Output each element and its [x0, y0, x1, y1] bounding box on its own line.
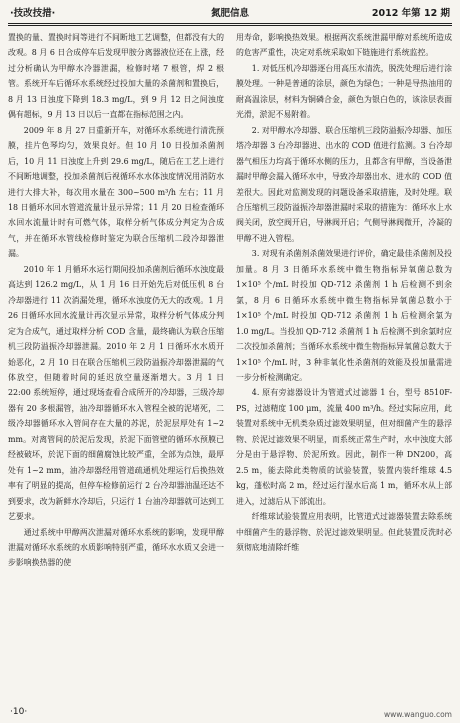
paragraph: 3. 对现有杀菌剂杀菌效果进行评价，确定最佳杀菌剂及投加量。8 月 3 日循环水系统中微生物指标异氧菌总数为 1×10⁵ 个/mL 时投加 QD-712 杀菌剂 1 h 后检测不到余氯，8 月 6 日循环水系统中微生物指标异氧菌总数小于 1×10⁵ 个/mL 时投加 QD-712 杀菌剂 1 h 后检测余氯为 1.0 mg/L。当投加 QD-712 杀菌剂 1 h 后检测不到余氯时应二次投加杀菌剂；当循环水系统中微生物指标异氧菌总数大于 1×10⁵ 个/mL 时，3 种非氧化性杀菌剂的效能及投加量需进一步分析检测确定。 — [236, 249, 452, 382]
right-column — [236, 30, 452, 690]
header-rule-thick — [8, 23, 452, 24]
paragraph: 用寿命，影响换热效果。根据两次系统泄漏甲醇对系统所造成的危害严重性，决定对系统采取如下链施进行系统监控。 — [236, 33, 452, 58]
header-rule-thin — [8, 25, 452, 26]
issue-label: 2012 年第 12 期 — [371, 8, 450, 19]
paragraph: 4. 原有旁滤器设计为管道式过滤器 1 台，型号 8510F-PS，过滤精度 100 μm，流量 400 m³/h。经过实际应用，此装置对系统中无机类杂质过滤效果明显，但对细菌产生的悬浮物、於泥过滤效果不明显，而系统正常生产时，水中浊度大部分是由于悬浮物、於泥所致。因此，制作一种 DN200，高 2.5 m，能去除此类物质的试验装置，装置内装纤维球 4.5 kg，蓬松时高 2 m，经过运行湿水后高 1 m，循环水从上部进入，过滤后从下部流出。 — [236, 388, 452, 506]
paragraph: 2009 年 8 月 27 日重新开车，对循环水系统进行清洗预膜，挂片色琴均匀，效果良好。但 10 月 10 日投加杀菌剂后，10 月 11 日浊度上升到 29.6 mg/L，随后在工艺上进行不间断地调整，投加杀菌剂后视循环水水体浊度情况用消防水进行大排大补，每次用水量在 300~500 m³/h 左右；11 月 18 日循环水回水管道流量计显示异常；11 月 20 日检查循环水回水流量计时有可燃气体，取样分析气体成分判定为合成气，并在循环水管线检修时鉴定为联合压缩机二段冷却器泄漏。 — [8, 125, 224, 259]
paragraph: 1. 对低压机冷却器逐台用高压水清洗，脱洗处理后进行涂膜处理。一种是普通的涂层，颜色为绿色；一种是导热油用的耐高温涂层，材料为铜磷合金，颜色为银白色的，该涂层表面光滑，淤泥不易附着。 — [236, 63, 452, 120]
running-header — [8, 6, 452, 22]
paragraph: 置换的量、置换时间等进行不间断地工艺调整，但都没有大的改观。8 月 6 日合成停车后发现甲胺分离器液位还在上涨，经过分析确认为甲醇水冷器泄漏，检修时堵 7 根管，焊 2 根管。系统开车后循环水系统经过投加大量的杀菌剂和置换后，8 月 13 日浊度下降到 18.3 mg/L，到 9 月 12 日之间浊度偶有超标，9 月 13 日以后一直都在指标范围之内。 — [8, 33, 224, 120]
section-label: ·技改技措· — [10, 8, 56, 19]
journal-title: 氮肥信息 — [210, 8, 249, 19]
paragraph: 2. 对甲醇水冷却器、联合压缩机三段防溢振冷却器、加压塔冷却器 3 台冷却器进、出水的 COD 值进行监测。3 台冷却器气相压力均高于循环水侧的压力，且都含有甲醇，当设备泄漏时甲醇会漏入循环水中，导致冷却器出水、进水的 COD 值差很大。因此对监测发现的问题设备采取措施，及时处理。联合压缩机三段防溢振冷却器泄漏时采取的措施为：循环水上水阀关闭，放空阀开启，导淋阀开启；气侧导淋阀微开，冷凝的甲醇不进入管程。 — [236, 125, 452, 243]
paragraph: 纤维球试验装置应用表明，比管道式过滤器装置去除系统中细菌产生的悬浮物、於泥过滤效果明显。但此装置反洗时必须彻底地清除纤维 — [236, 512, 452, 552]
left-column — [8, 30, 224, 690]
watermark: www.wanguo.com — [384, 710, 452, 719]
paragraph: 2010 年 1 月循环水运行期间投加杀菌剂后循环水浊度最高达到 126.2 mg/L，从 1 月 16 日开始先后对低压机 8 台冷却器进行 11 次消漏处理，循环水浊度仍无大的改观。1 月 26 日循环水回水流量计再次显示异常，取样分析气体成分判定为合成气，通过取样分析 COD 含量，最终确认为联合压缩机三段防溢振冷却器泄漏。2010 年 2 月 1 日循环水水质开始恶化，2 月 10 日在联合压缩机三段防溢振冷却器泄漏的气体放空，但随着时间的延迟放空量逐渐增大。3 月 1 日 22:00 系统短停，通过现场查看合成所开的冷却器，三级冷却器有 20 多根漏管，油冷却器循环水入管程全被的泥堵死，二级冷却器循环水入管间存在大量的苏泥，於泥层厚处有 1~2 mm。对离管间的於泥后发现，於泥下面管壁的循环水预膜已经被破坏，於泥下面的细菌腐蚀比较严重，全部为点蚀，最厚处有 1~2 mm，油冷却器经用管道疏通机处理运行后换热效率有了明显的提高，但停车检修前运行 2 台冷却器油温还达不到要求，改为新鲜水冷却后，只运行 1 台油冷却器就可达到工艺要求。 — [8, 264, 224, 522]
paragraph: 通过系统中甲醇两次泄漏对循环水系统的影响，发现甲醇泄漏对循环水系统的水质影响特别严重，循环水水质又会进一步影响换热器的使 — [8, 527, 224, 568]
page-number: ·10· — [10, 707, 28, 717]
